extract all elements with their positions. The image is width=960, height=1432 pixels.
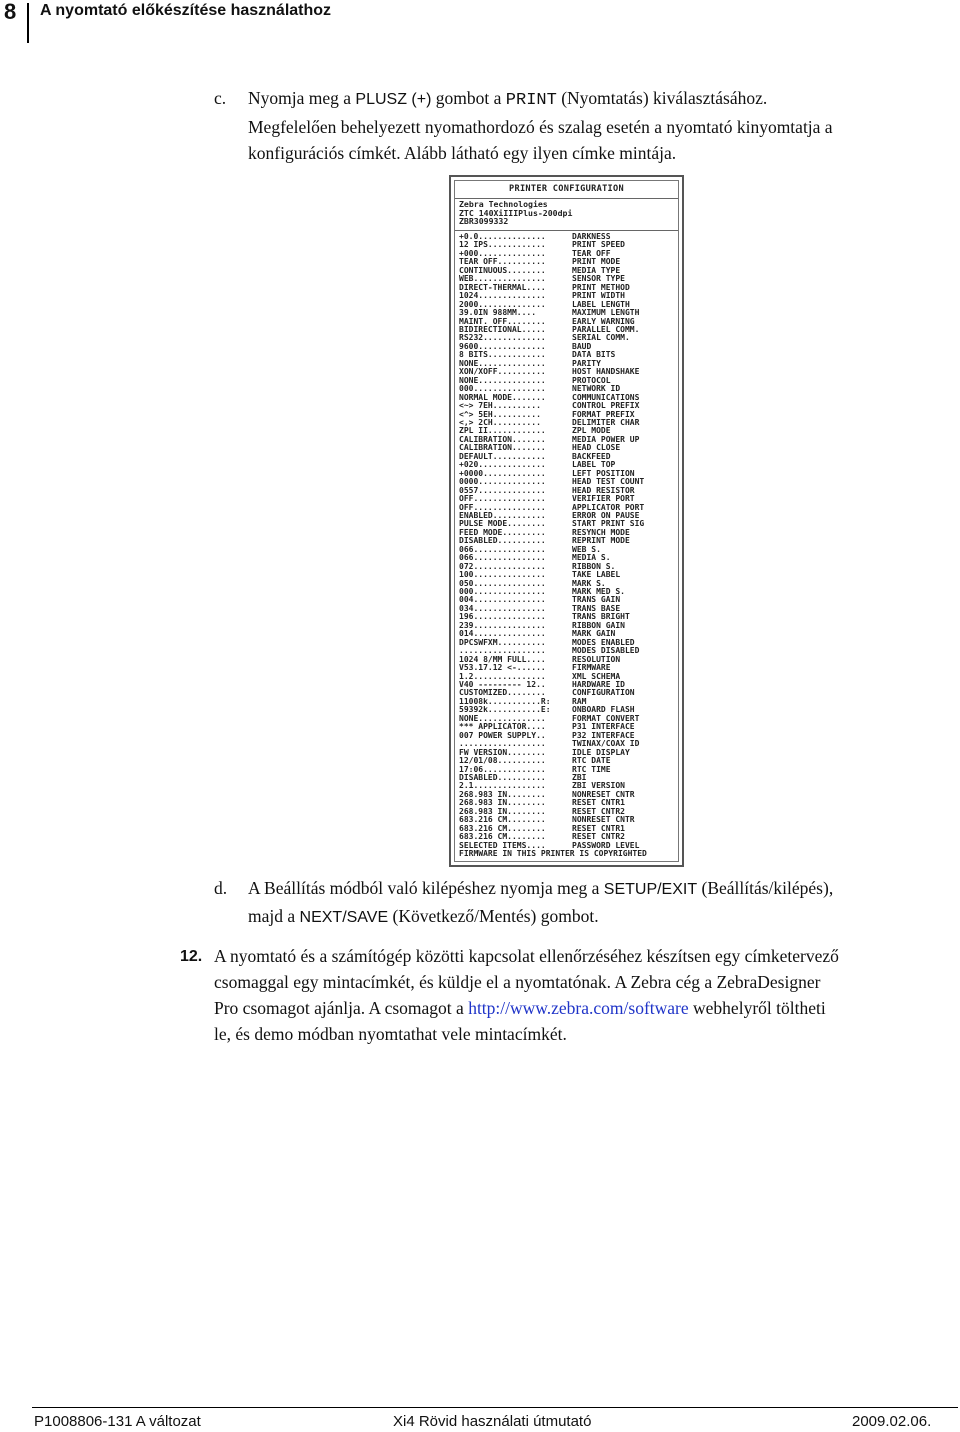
label-setting-value: 066...............: [459, 553, 546, 563]
label-setting-value: 2000..............: [459, 299, 546, 309]
label-setting-value: FEED MODE.........: [459, 527, 546, 537]
step-c-text-part: gombot a: [431, 88, 506, 108]
label-setting-name: RESET CNTR1: [572, 823, 625, 833]
label-setting-name: HOST HANDSHAKE: [572, 367, 640, 377]
footer-divider: [32, 1407, 958, 1408]
label-setting-name: MARK S.: [572, 578, 606, 588]
label-setting-name: PRINT MODE: [572, 257, 621, 267]
label-setting-value: 268.983 IN........: [459, 798, 546, 808]
label-setting-value: 000...............: [459, 384, 546, 394]
label-setting-name: PASSWORD LEVEL: [572, 840, 640, 850]
label-setting-value: CALIBRATION.......: [459, 443, 546, 453]
label-setting-value: 034...............: [459, 603, 546, 613]
label-setting-value: NONE..............: [459, 713, 546, 723]
label-setting-name: PARALLEL COMM.: [572, 324, 640, 334]
label-setting-name: MARK GAIN: [572, 629, 616, 639]
label-frame: [454, 180, 679, 862]
label-setting-value: 683.216 CM........: [459, 832, 546, 842]
label-setting-value: +0000.............: [459, 468, 546, 478]
label-setting-value: 17:06.............: [459, 764, 546, 774]
step-c-line-3: konfigurációs címkét. Alább látható egy ilyen címke mintája.: [248, 143, 677, 163]
label-setting-name: LEFT POSITION: [572, 468, 635, 478]
label-setting-value: 072...............: [459, 561, 546, 571]
label-setting-name: P31 INTERFACE: [572, 722, 635, 732]
label-setting-value: PULSE MODE........: [459, 519, 546, 529]
footer-document-id: P1008806-131 A változat: [34, 1413, 201, 1430]
label-setting-value: 196...............: [459, 612, 546, 622]
label-setting-value: 014...............: [459, 629, 546, 639]
label-setting-name: RIBBON GAIN: [572, 620, 625, 630]
label-setting-value: 0557..............: [459, 485, 546, 495]
label-setting-name: ONBOARD FLASH: [572, 705, 635, 715]
label-setting-value: 683.216 CM........: [459, 823, 546, 833]
label-setting-value: 050...............: [459, 578, 546, 588]
label-setting-name: START PRINT SIG: [572, 519, 645, 529]
label-setting-name: BAUD: [572, 341, 592, 351]
label-setting-name: TRANS GAIN: [572, 595, 621, 605]
label-setting-name: ERROR ON PAUSE: [572, 510, 640, 520]
footer-date: 2009.02.06.: [852, 1413, 932, 1430]
next-save-button-name: NEXT/SAVE: [299, 909, 389, 926]
label-setting-value: ENABLED...........: [459, 510, 546, 520]
step-c: [214, 85, 944, 165]
step-c-text: [248, 85, 948, 166]
label-setting-name: LABEL TOP: [572, 460, 616, 470]
label-setting-name: CONFIGURATION: [572, 688, 635, 698]
label-setting-value: OFF...............: [459, 494, 546, 504]
label-setting-value: 004...............: [459, 595, 546, 605]
label-setting-value: ..................: [459, 739, 546, 749]
step-12-marker: 12.: [180, 948, 203, 965]
label-setting-value: ZPL II............: [459, 426, 546, 436]
label-setting-name: HEAD RESISTOR: [572, 485, 635, 495]
label-divider: [455, 230, 678, 231]
label-setting-value: <,> 2CH..........: [459, 417, 541, 427]
label-title: PRINTER CONFIGURATION: [509, 184, 624, 194]
label-setting-value: 239...............: [459, 620, 546, 630]
label-setting-name: NETWORK ID: [572, 384, 621, 394]
label-setting-name: PRINT METHOD: [572, 282, 630, 292]
label-setting-value: 59392k...........E:: [459, 705, 551, 715]
label-setting-name: TEAR OFF: [572, 248, 611, 258]
label-setting-name: VERIFIER PORT: [572, 494, 635, 504]
label-setting-value: 12/01/08..........: [459, 756, 546, 766]
label-setting-name: RESET CNTR1: [572, 798, 625, 808]
step-12-line-4: le, és demo módban nyomtathat vele mintacímkét.: [214, 1024, 567, 1044]
label-setting-value: <^> 5EH..........: [459, 409, 541, 419]
label-setting-value: +020..............: [459, 460, 546, 470]
label-setting-value: DPCSWFXM..........: [459, 637, 546, 647]
label-setting-value: 268.983 IN........: [459, 806, 546, 816]
label-setting-name: RAM: [572, 696, 587, 706]
label-setting-name: ZBI: [572, 773, 587, 782]
step-c-line-2: Megfelelően behelyezett nyomathordozó és szalag esetén a nyomtató kinyomtatja a: [248, 117, 833, 137]
label-info-line: ZTC 140XiIIIPlus-200dpi: [459, 207, 573, 218]
label-setting-value: WEB...............: [459, 274, 546, 284]
step-d-text: [248, 875, 948, 931]
label-setting-value: FIRMWARE IN THIS PRINTER IS COPYRIGHTED: [459, 849, 647, 859]
label-setting-name: MARK MED S.: [572, 587, 625, 597]
label-setting-row: [459, 850, 676, 858]
header-divider: [27, 3, 29, 43]
label-info-line: Zebra Technologies: [459, 199, 548, 209]
label-setting-value: NONE..............: [459, 375, 546, 385]
label-setting-value: OFF...............: [459, 502, 546, 512]
label-setting-name: NONRESET CNTR: [572, 815, 635, 825]
label-setting-name: P32 INTERFACE: [572, 730, 635, 740]
label-setting-value: 39.0IN 988MM....: [459, 308, 537, 318]
label-setting-value: 100...............: [459, 570, 546, 580]
label-setting-value: FW VERSION........: [459, 747, 546, 757]
step-c-text-part: Nyomja meg a: [248, 88, 356, 108]
section-title: A nyomtató előkészítése használathoz: [40, 2, 332, 19]
label-setting-name: REPRINT MODE: [572, 536, 630, 546]
label-setting-name: TRANS BASE: [572, 603, 621, 613]
label-setting-value: 11008k...........R:: [459, 696, 551, 706]
label-setting-name: DATA BITS: [572, 350, 616, 360]
label-setting-name: RESET CNTR2: [572, 806, 625, 816]
label-setting-name: COMMUNICATIONS: [572, 392, 640, 402]
label-setting-value: DISABLED..........: [459, 773, 546, 782]
printer-configuration-label: [449, 175, 684, 867]
label-setting-name: HEAD TEST COUNT: [572, 477, 645, 487]
label-setting-value: NONE..............: [459, 358, 546, 368]
label-setting-name: PRINT SPEED: [572, 240, 625, 250]
label-setting-value: CUSTOMIZED........: [459, 688, 546, 698]
label-setting-value: CONTINUOUS........: [459, 265, 546, 275]
step-12-text-part: Pro csomagot ajánlja. A csomagot a: [214, 998, 469, 1018]
label-setting-value: 268.983 IN........: [459, 789, 546, 799]
step-c-marker: c.: [214, 88, 227, 108]
label-setting-name: HARDWARE ID: [572, 680, 625, 690]
label-setting-value: DEFAULT...........: [459, 451, 546, 461]
step-12: [180, 943, 950, 1049]
label-setting-name: MEDIA S.: [572, 553, 611, 563]
label-setting-name: MODES DISABLED: [572, 646, 640, 656]
label-settings-list: [459, 233, 676, 859]
label-setting-value: 000...............: [459, 587, 546, 597]
label-setting-value: *** APPLICATOR....: [459, 722, 546, 732]
step-12-text-part: webhelyről töltheti: [688, 998, 826, 1018]
label-setting-name: MODES ENABLED: [572, 637, 635, 647]
label-setting-name: MEDIA TYPE: [572, 265, 621, 275]
label-setting-value: 066...............: [459, 544, 546, 554]
label-setting-name: APPLICATOR PORT: [572, 502, 645, 512]
label-setting-value: 9600..............: [459, 341, 546, 351]
step-12-text: [214, 943, 950, 1047]
label-setting-name: MAXIMUM LENGTH: [572, 308, 640, 318]
step-d-text-part: A Beállítás módból való kilépéshez nyomja meg a: [248, 878, 604, 898]
page-number: 8: [4, 0, 17, 24]
label-info-line: ZBR3099332: [459, 216, 509, 227]
label-setting-value: 1024..............: [459, 291, 546, 301]
label-setting-value: V40 --------- 12..: [459, 680, 546, 690]
label-setting-name: RTC DATE: [572, 756, 611, 766]
step-12-line-1: A nyomtató és a számítógép közötti kapcsolat ellenőrzéséhez készítsen egy címketervező: [214, 946, 839, 966]
label-setting-name: TWINAX/COAX ID: [572, 739, 640, 749]
label-setting-name: FIRMWARE: [572, 663, 611, 673]
label-setting-value: 683.216 CM........: [459, 815, 546, 825]
label-setting-name: PARITY: [572, 358, 601, 368]
footer-document-title: Xi4 Rövid használati útmutató: [393, 1413, 592, 1430]
label-setting-value: SELECTED ITEMS....: [459, 840, 546, 850]
label-setting-name: RESET CNTR2: [572, 832, 625, 842]
label-setting-value: V53.17.12 <-......: [459, 663, 546, 673]
label-setting-value: +000..............: [459, 248, 546, 258]
label-setting-value: DIRECT-THERMAL....: [459, 282, 546, 292]
label-setting-value: BIDIRECTIONAL.....: [459, 324, 546, 334]
label-setting-value: XON/XOFF..........: [459, 367, 546, 377]
label-setting-name: MEDIA POWER UP: [572, 434, 640, 444]
step-d-text-part: (Következő/Mentés) gombot.: [388, 906, 599, 926]
label-setting-name: RTC TIME: [572, 764, 611, 774]
label-setting-name: CONTROL PREFIX: [572, 401, 640, 411]
label-setting-name: IDLE DISPLAY: [572, 747, 630, 757]
step-12-line-2: csomaggal egy mintacímkét, és küldje el a nyomtatónak. A Zebra cég a ZebraDesigner: [214, 972, 821, 992]
step-d-text-part: (Beállítás/kilépés),: [697, 878, 834, 898]
label-printer-info: [459, 200, 572, 226]
zebra-software-link[interactable]: http://www.zebra.com/software: [468, 998, 689, 1018]
page-header: [0, 0, 960, 44]
label-setting-name: TRANS BRIGHT: [572, 612, 630, 622]
label-setting-name: RESOLUTION: [572, 654, 621, 664]
label-setting-name: SENSOR TYPE: [572, 274, 625, 284]
label-setting-value: ..................: [459, 646, 546, 656]
label-setting-name: TAKE LABEL: [572, 570, 621, 580]
label-setting-value: MAINT. OFF........: [459, 316, 546, 326]
label-setting-name: ZPL MODE: [572, 426, 611, 436]
label-setting-name: DARKNESS: [572, 232, 611, 241]
step-d-marker: d.: [214, 878, 228, 898]
label-setting-value: 8 BITS............: [459, 350, 546, 360]
label-setting-name: BACKFEED: [572, 451, 611, 461]
label-setting-value: 12 IPS............: [459, 240, 546, 250]
step-c-text-part: (Nyomtatás) kiválasztásához.: [556, 88, 768, 108]
plus-button-name: PLUSZ (+): [355, 91, 432, 108]
label-setting-name: LABEL LENGTH: [572, 299, 630, 309]
label-setting-value: DISABLED..........: [459, 536, 546, 546]
label-setting-value: +0.0..............: [459, 232, 546, 241]
step-d-text-part: majd a: [248, 906, 300, 926]
label-setting-name: FORMAT PREFIX: [572, 409, 635, 419]
label-setting-value: TEAR OFF..........: [459, 257, 546, 267]
label-setting-value: 1.2...............: [459, 671, 546, 681]
label-setting-name: XML SCHEMA: [572, 671, 621, 681]
label-setting-value: 0000..............: [459, 477, 546, 487]
label-setting-name: PROTOCOL: [572, 375, 611, 385]
label-setting-value: CALIBRATION.......: [459, 434, 546, 444]
setup-exit-button-name: SETUP/EXIT: [603, 881, 698, 898]
label-setting-value: NORMAL MODE.......: [459, 392, 546, 402]
label-setting-name: EARLY WARNING: [572, 316, 635, 326]
label-setting-name: DELIMITER CHAR: [572, 417, 640, 427]
label-setting-value: RS232.............: [459, 333, 546, 343]
label-setting-name: HEAD CLOSE: [572, 443, 621, 453]
label-setting-name: RIBBON S.: [572, 561, 616, 571]
label-setting-name: ZBI VERSION: [572, 781, 625, 791]
label-setting-value: 007 POWER SUPPLY..: [459, 730, 546, 740]
label-setting-name: FORMAT CONVERT: [572, 713, 640, 723]
step-d: [214, 875, 944, 929]
label-setting-value: 2.1...............: [459, 781, 546, 791]
print-parameter-code: PRINT: [505, 91, 557, 110]
label-setting-value: <~> 7EH..........: [459, 401, 541, 411]
label-setting-name: SERIAL COMM.: [572, 333, 630, 343]
label-setting-name: PRINT WIDTH: [572, 291, 625, 301]
label-setting-name: WEB S.: [572, 544, 601, 554]
label-setting-value: 1024 8/MM FULL....: [459, 654, 546, 664]
label-setting-name: RESYNCH MODE: [572, 527, 630, 537]
label-setting-name: NONRESET CNTR: [572, 789, 635, 799]
